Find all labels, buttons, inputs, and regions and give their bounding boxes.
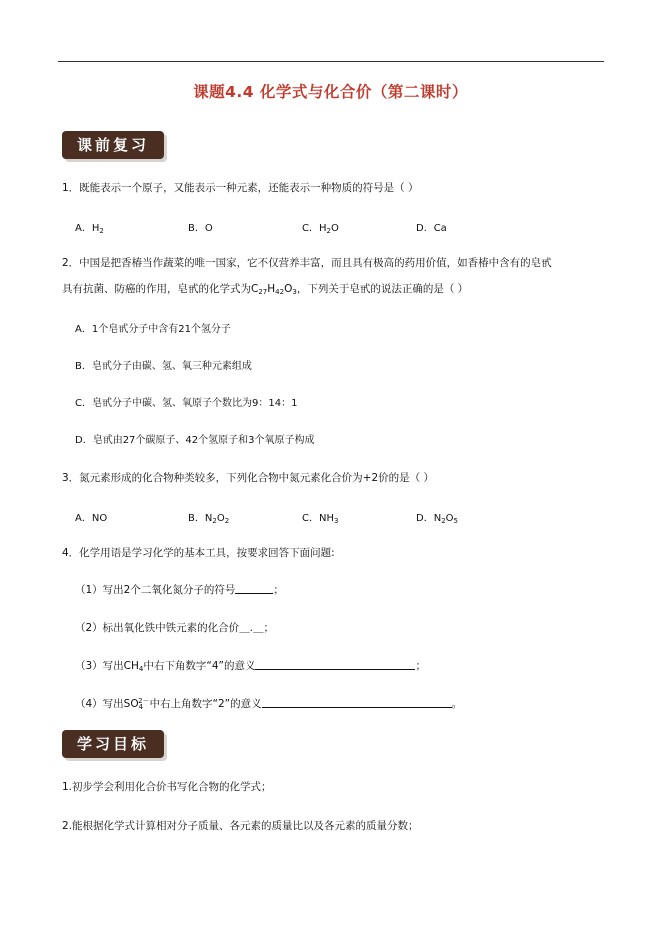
q4-part-4: （4）写出$SO_4^{2-}$中右上角数字“2”的意义 。 xyxy=(75,697,463,711)
q1-option-d: D．Ca xyxy=(416,223,447,234)
q3-option-c: C．$NH_3$ xyxy=(302,513,339,525)
q4-part-3: （3）写出$CH_4$中右下角数字“4”的意义 ； xyxy=(75,660,426,673)
question-4-stem: 4．化学用语是学习化学的基本工具，按要求回答下面问题: xyxy=(62,547,335,559)
question-2-line2: 具有抗菌、防癌的作用，皂甙的化学式为$C_{27}H_{42}O_3$，下列关于皂甙的说法正确的是（ ） xyxy=(62,283,469,296)
q2-option-c: C．皂甙分子中碳、氢、氧原子个数比为9：14：1 xyxy=(75,398,298,409)
answer-blank[interactable]: ＿.＿ xyxy=(239,622,264,634)
q4-part-1: （1）写出2个二氧化氮分子的符号 ； xyxy=(75,584,284,596)
q1-option-a: A．$H_2$ xyxy=(75,223,104,235)
section-banner-review: 课前复习 xyxy=(62,131,164,159)
q2-option-a: A．1个皂甙分子中含有21个氢分子 xyxy=(75,324,231,335)
question-1-stem: 1．既能表示一个原子，又能表示一种元素，还能表示一种物质的符号是（ ） xyxy=(62,182,419,194)
q2-option-b: B．皂甙分子由碳、氢、氧三种元素组成 xyxy=(75,361,252,372)
q2-option-d: D．皂甙由27个碳原子、42个氢原子和3个氧原子构成 xyxy=(75,435,315,446)
section-banner-goals: 学习目标 xyxy=(62,730,164,758)
answer-blank[interactable] xyxy=(255,659,415,670)
goal-item: 1.初步学会利用化合价书写化合物的化学式； xyxy=(62,781,272,793)
q1-option-b: B．O xyxy=(188,223,213,234)
answer-blank[interactable] xyxy=(235,583,273,594)
header-rule xyxy=(58,61,604,62)
q4-part-2: （2）标出氧化铁中铁元素的化合价＿.＿； xyxy=(75,622,275,634)
answer-blank[interactable] xyxy=(262,697,452,708)
goal-item: 2.能根据化学式计算相对分子质量、各元素的质量比以及各元素的质量分数； xyxy=(62,820,419,832)
question-2-line1: 2．中国是把香椿当作蔬菜的唯一国家，它不仅营养丰富，而且具有极高的药用价值，如香椿中含有的皂甙 xyxy=(62,257,552,269)
q3-option-a: A．NO xyxy=(75,513,108,524)
q3-option-b: B．$N_2O_2$ xyxy=(188,513,230,525)
page-title: 课题4.4 化学式与化合价（第二课时） xyxy=(193,83,468,101)
q1-option-c: C．$H_2O$ xyxy=(302,223,339,235)
q3-option-d: D．$N_2O_5$ xyxy=(416,513,458,525)
question-3-stem: 3．氮元素形成的化合物种类较多，下列化合物中氮元素化合价为+2价的是（ ） xyxy=(62,472,434,484)
